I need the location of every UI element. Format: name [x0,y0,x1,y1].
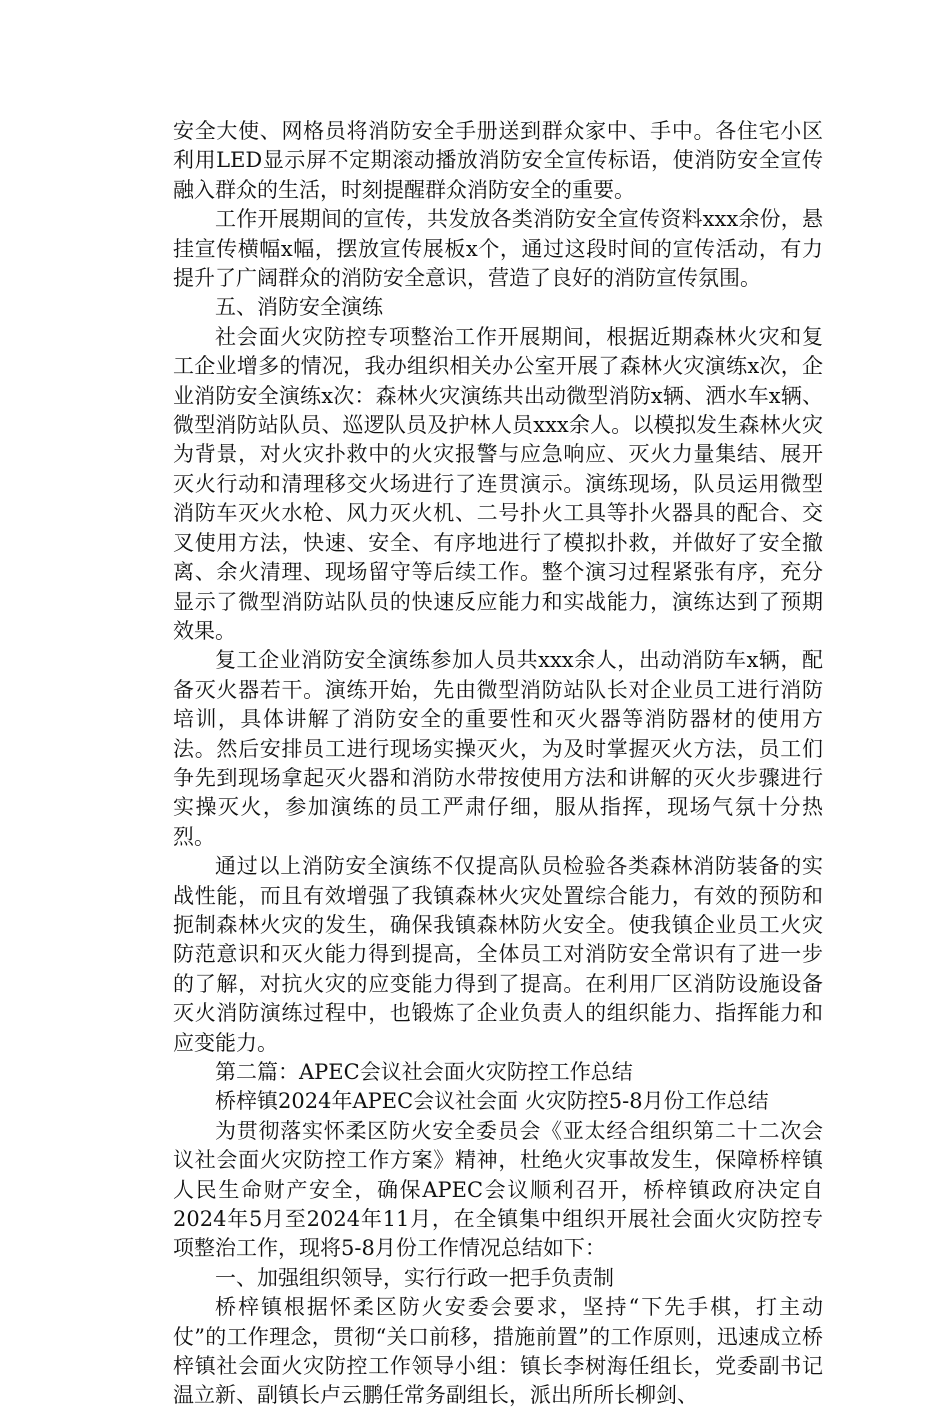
paragraph: 桥梓镇根据怀柔区防火安委会要求，坚持“下先手棋，打主动仗”的工作理念，贯彻“关口前移，措施前置”的工作原则，迅速成立桥梓镇社会面火灾防控工作领导小组：镇长李树海任组长，党委副书记温立新、副镇长卢云鹏任常务副组长，派出所所长柳剑、 [173,1295,823,1408]
paragraph: 安全大使、网格员将消防安全手册送到群众家中、手中。各住宅小区利用LED显示屏不定期滚动播放消防安全宣传标语，使消防安全宣传融入群众的生活，时刻提醒群众消防安全的重要。 [173,119,823,202]
section-heading: 第二篇：APEC会议社会面火灾防控工作总结 [215,1060,633,1084]
paragraph: 复工企业消防安全演练参加人员共xxx余人，出动消防车x辆，配备灭火器若干。演练开始，先由微型消防站队长对企业员工进行消防培训，具体讲解了消防安全的重要性和灭火器等消防器材的使用方法。然后安排员工进行现场实操灭火，为及时掌握灭火方法，员工们争先到现场拿起灭火器和消防水带按使用方法和讲解的灭火步骤进行实操灭火，参加演练的员工严肃仔细，服从指挥，现场气氛十分热烈。 [173,648,823,849]
section-heading: 一、加强组织领导，实行行政一把手负责制 [215,1265,614,1290]
document-title: 桥梓镇2024年APEC会议社会面 火灾防控5-8月份工作总结 [215,1089,769,1114]
paragraph: 工作开展期间的宣传，共发放各类消防安全宣传资料xxx余份，悬挂宣传横幅x幅，摆放宣传展板x个，通过这段时间的宣传活动，有力提升了广阔群众的消防安全意识，营造了良好的消防宣传氛围。 [173,207,823,291]
paragraph: 为贯彻落实怀柔区防火安全委员会《亚太经合组织第二十二次会议社会面火灾防控工作方案》精神，杜绝火灾事故发生，保障桥梓镇人民生命财产安全，确保APEC会议顺利召开，桥梓镇政府决定自2024年5月至2024年11月，在全镇集中组织开展社会面火灾防控专项整治工作，现将5-8月份工作情况总结如下： [173,1118,823,1261]
paragraph: 通过以上消防安全演练不仅提高队员检验各类森林消防装备的实战性能，而且有效增强了我镇森林火灾处置综合能力，有效的预防和扼制森林火灾的发生，确保我镇森林防火安全。使我镇企业员工火灾防范意识和灭火能力得到提高，全体员工对消防安全常识有了进一步的了解，对抗火灾的应变能力得到了提高。在利用厂区消防设施设备灭火消防演练过程中，也锻炼了企业负责人的组织能力、指挥能力和应变能力。 [173,854,823,1055]
document-body [173,117,823,1411]
section-heading: 五、消防安全演练 [215,295,383,320]
paragraph: 社会面火灾防控专项整治工作开展期间，根据近期森林火灾和复工企业增多的情况，我办组织相关办公室开展了森林火灾演练x次，企业消防安全演练x次：森林火灾演练共出动微型消防x辆、洒水车x辆、微型消防站队员、巡逻队员及护林人员xxx余人。以模拟发生森林火灾为背景，对火灾扑救中的火灾报警与应急响应、灭火力量集结、展开灭火行动和清理移交火场进行了连贯演示。演练现场，队员运用微型消防车灭火水枪、风力灭火机、二号扑火工具等扑火器具的配合、交叉使用方法，快速、安全、有序地进行了模拟扑救，并做好了安全撤离、余火清理、现场留守等后续工作。整个演习过程紧张有序，充分显示了微型消防站队员的快速反应能力和实战能力，演练达到了预期效果。 [173,324,823,643]
